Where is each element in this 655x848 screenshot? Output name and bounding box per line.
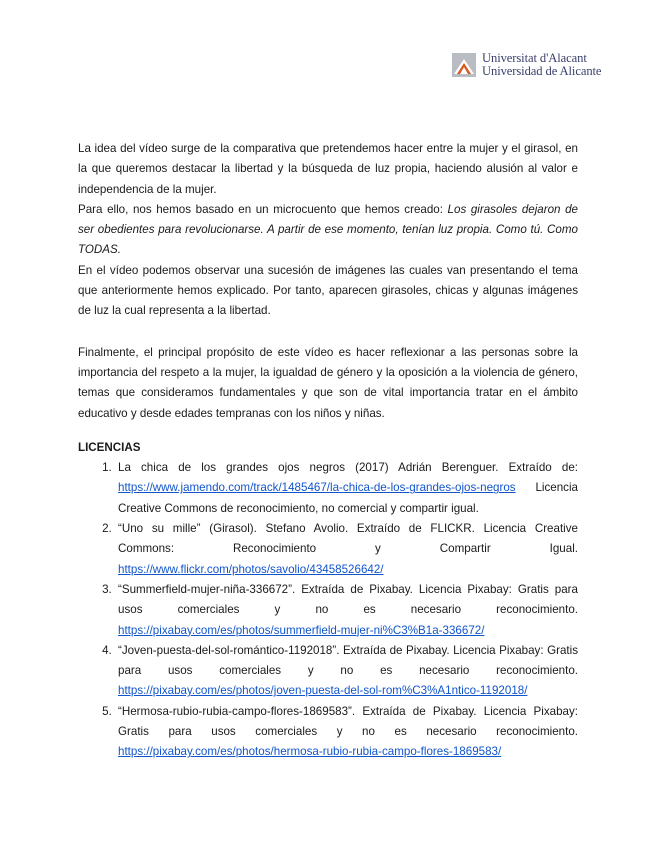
paragraph-purpose: Finalmente, el principal propósito de este vídeo es hacer reflexionar a las personas sobre la importancia del respeto a la mujer, la igualdad de género y la oposición a la violencia de género, temas que consideramos fundamentales y que son de vital importancia tratar en el ámbito educativo y desde edades tempranas con los niños y niñas. bbox=[78, 345, 578, 420]
license-link[interactable]: https://pixabay.com/es/photos/summerfield-mujer-ni%C3%B1a-336672/ bbox=[118, 623, 485, 637]
license-item bbox=[115, 641, 578, 702]
license-item bbox=[115, 580, 578, 641]
university-emblem-icon bbox=[452, 53, 476, 77]
paragraph-video-description: En el vídeo podemos observar una sucesión de imágenes las cuales van presentando el tema que anteriormente hemos explicado. Por tanto, aparecen girasoles, chicas y algunas imágenes de luz la cual representa a la libertad. bbox=[78, 263, 578, 318]
license-item bbox=[115, 458, 578, 519]
microcuento-lead: Para ello, nos hemos basado en un microcuento que hemos creado: bbox=[78, 202, 448, 216]
license-link[interactable]: https://www.jamendo.com/track/1485467/la-chica-de-los-grandes-ojos-negros bbox=[118, 481, 516, 495]
license-link[interactable]: https://pixabay.com/es/photos/joven-puesta-del-sol-rom%C3%A1ntico-1192018/ bbox=[118, 684, 528, 698]
license-link[interactable]: https://pixabay.com/es/photos/hermosa-rubio-rubia-campo-flores-1869583/ bbox=[118, 745, 502, 759]
paragraph-spacer bbox=[78, 322, 578, 343]
paragraph-intro: La idea del vídeo surge de la comparativa que pretendemos hacer entre la mujer y el girasol, en la que queremos destacar la libertad y la búsqueda de luz propia, haciendo alusión al valor e independencia de la mujer. bbox=[78, 142, 578, 196]
license-text: “Joven-puesta-del-sol-romántico-1192018”. Extraída de Pixabay. Licencia Pixabay: Gratis para usos comerciales y no es necesario reconocimiento. bbox=[118, 643, 578, 678]
license-terms: Licencia Creative Commons de reconocimiento, no comercial y compartir igual. bbox=[118, 481, 578, 515]
licenses-list bbox=[78, 458, 578, 762]
license-item bbox=[115, 702, 578, 763]
paragraph-microcuento bbox=[78, 200, 578, 261]
license-item bbox=[115, 519, 578, 580]
license-text: “Summerfield-mujer-niña-336672”. Extraída de Pixabay. Licencia Pixabay: Gratis para usos comerciales y no es necesario reconocimiento. bbox=[118, 582, 578, 617]
microcuento-quote: Los girasoles dejaron de ser obedientes para revolucionarse. A partir de ese momento, tenían luz propia. Como tú. Como TODAS. bbox=[78, 202, 578, 257]
license-link[interactable]: https://www.flickr.com/photos/savolio/43458526642/ bbox=[118, 562, 384, 576]
license-text: La chica de los grandes ojos negros (2017) Adrián Berenguer. Extraído de: bbox=[118, 461, 578, 475]
document-body bbox=[78, 139, 578, 763]
university-logo bbox=[452, 52, 601, 78]
university-name bbox=[482, 52, 601, 78]
license-text: “Uno su mille” (Girasol). Stefano Avolio. Extraído de FLICKR. Licencia Creative Commons: Reconocimiento y Compartir Igual. bbox=[118, 522, 578, 556]
section-spacer bbox=[78, 424, 578, 438]
logo-line-spanish: Universidad de Alicante bbox=[482, 64, 602, 78]
logo-line-valencian: Universitat d'Alacant bbox=[482, 51, 587, 65]
licenses-heading: LICENCIAS bbox=[78, 440, 141, 454]
license-text: “Hermosa-rubio-rubia-campo-flores-1869583”. Extraída de Pixabay. Licencia Pixabay: Gratis para usos comerciales y no es necesario reconocimiento. bbox=[118, 704, 578, 739]
